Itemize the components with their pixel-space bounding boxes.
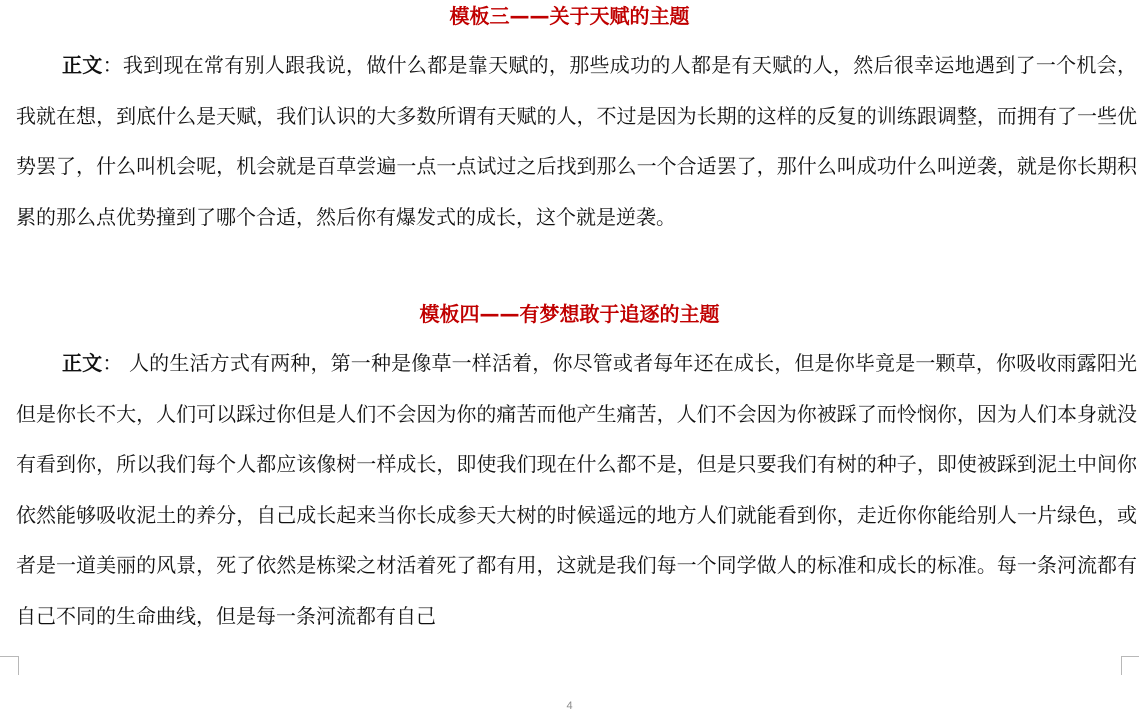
body-text: 我到现在常有别人跟我说，做什么都是靠天赋的，那些成功的人都是有天赋的人，然后很幸运地遇到了一个机会，我就在想，到底什么是天赋，我们认识的大多数所谓有天赋的人，不过是因为长期的这样的反复的训练跟调整，而拥有了一些优势罢了，什么叫机会呢，机会就是百草尝遍一点一点试过之后找到那么一个合适罢了，那什么叫成功什么叫逆袭，就是你长期积累的那么点优势撞到了哪个合适，然后你有爆发式的成长，这个就是逆袭。 [16,53,1138,229]
body-label: 正文 [62,53,103,77]
section-body-template-4 [16,338,1137,638]
page-number: 4 [566,700,573,712]
section-body-template-3 [16,40,1137,242]
page-corner-mark-right [1121,656,1139,675]
section-title-template-3: 模板三——关于天赋的主题 [449,4,690,28]
body-text: 人的生活方式有两种，第一种是像草一样活着，你尽管或者每年还在成长，但是你毕竟是一颗草，你吸收雨露阳光但是你长不大，人们可以踩过你但是人们不会因为你的痛苦而他产生痛苦，人们不会因为你被踩了而怜悯你，因为人们本身就没有看到你，所以我们每个人都应该像树一样成长，即使我们现在什么都不是，但是只要我们有树的种子，即使被踩到泥土中间你依然能够吸收泥土的养分，自己成长起来当你长成参天大树的时候遥远的地方人们就能看到你，走近你你能给别人一片绿色，或者是一道美丽的风景，死了依然是栋梁之材活着死了都有用，这就是我们每一个同学做人的标准和成长的标准。每一条河流都有自己不同的生命曲线，但是每一条河流都有自己 [16,351,1137,628]
body-label-separator: ： [102,351,130,375]
body-label: 正文 [62,351,103,375]
page-corner-mark-left [0,656,19,675]
section-title-template-4: 模板四——有梦想敢于追逐的主题 [419,302,720,326]
body-label-separator: ： [102,53,123,77]
